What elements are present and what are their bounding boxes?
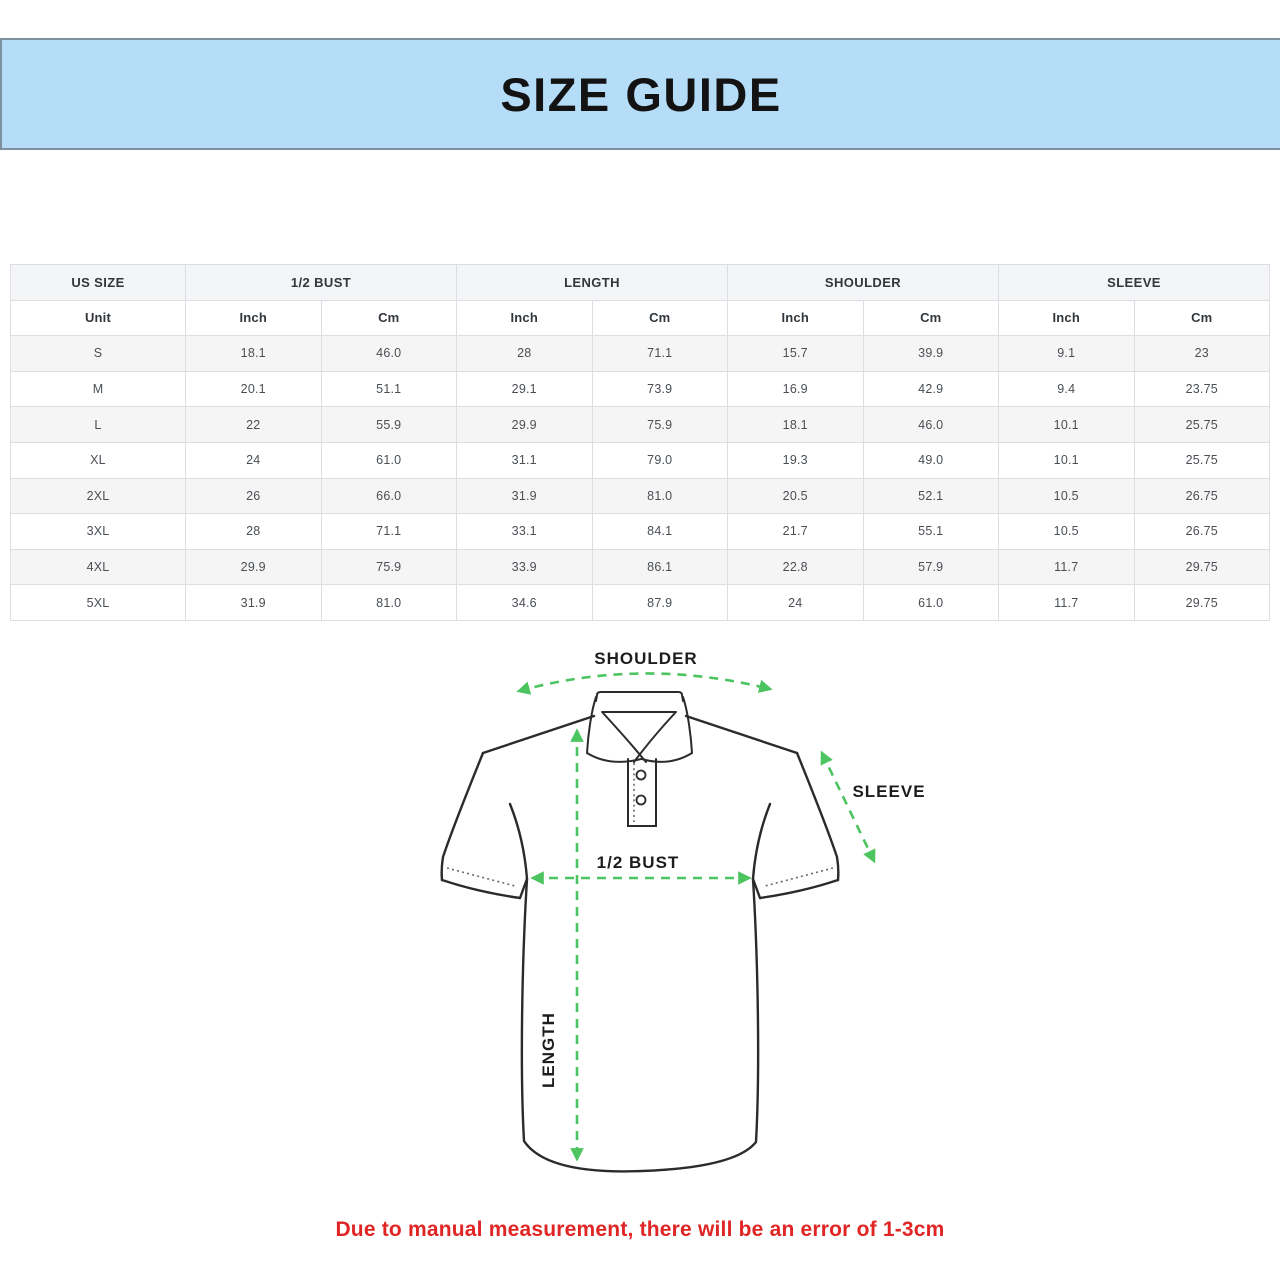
size-cell: M: [11, 371, 186, 407]
measurement-cell: 81.0: [321, 585, 457, 621]
measurement-cell: 10.1: [999, 442, 1135, 478]
unit-header: Inch: [728, 300, 864, 336]
size-cell: S: [11, 336, 186, 372]
table-row: [11, 442, 1270, 478]
measurement-cell: 55.1: [863, 514, 999, 550]
placket: [628, 759, 656, 826]
measurement-cell: 55.9: [321, 407, 457, 443]
table-row: [11, 478, 1270, 514]
measurement-cell: 49.0: [863, 442, 999, 478]
measurement-cell: 15.7: [728, 336, 864, 372]
measurement-cell: 61.0: [863, 585, 999, 621]
measurement-cell: 75.9: [592, 407, 728, 443]
measurement-cell: 79.0: [592, 442, 728, 478]
table-row: [11, 336, 1270, 372]
measurement-cell: 31.1: [457, 442, 593, 478]
unit-header: Inch: [186, 300, 322, 336]
size-cell: 2XL: [11, 478, 186, 514]
measurement-cell: 10.5: [999, 478, 1135, 514]
shoulder-label: SHOULDER: [594, 649, 698, 668]
table-group-header-row: [11, 265, 1270, 301]
measurement-cell: 11.7: [999, 549, 1135, 585]
measurement-cell: 51.1: [321, 371, 457, 407]
table-unit-row: [11, 300, 1270, 336]
bust-label: 1/2 BUST: [596, 853, 680, 872]
banner: [0, 38, 1280, 150]
measurement-cell: 29.75: [1134, 549, 1270, 585]
measurement-cell: 29.75: [1134, 585, 1270, 621]
column-header-length: LENGTH: [457, 265, 728, 301]
measurement-cell: 84.1: [592, 514, 728, 550]
size-cell: 3XL: [11, 514, 186, 550]
measurement-disclaimer: Due to manual measurement, there will be an error of 1-3cm: [335, 1218, 945, 1241]
measurement-cell: 42.9: [863, 371, 999, 407]
polo-shirt-diagram: [370, 640, 940, 1200]
measurement-cell: 9.4: [999, 371, 1135, 407]
measurement-cell: 23: [1134, 336, 1270, 372]
shoulder-arrow: [519, 673, 770, 691]
measurement-cell: 33.1: [457, 514, 593, 550]
measurement-cell: 24: [728, 585, 864, 621]
right-cuff-stitch: [765, 868, 833, 886]
measurement-cell: 86.1: [592, 549, 728, 585]
measurement-cell: 21.7: [728, 514, 864, 550]
left-cuff-stitch: [447, 868, 515, 886]
measurement-cell: 87.9: [592, 585, 728, 621]
unit-header: Inch: [457, 300, 593, 336]
size-cell: L: [11, 407, 186, 443]
size-table-section: [10, 264, 1270, 621]
measurement-cell: 25.75: [1134, 407, 1270, 443]
measurement-cell: 9.1: [999, 336, 1135, 372]
measurement-cell: 31.9: [457, 478, 593, 514]
measurement-cell: 10.5: [999, 514, 1135, 550]
table-body: [11, 336, 1270, 621]
measurement-cell: 24: [186, 442, 322, 478]
measurement-cell: 57.9: [863, 549, 999, 585]
unit-header: Inch: [999, 300, 1135, 336]
measurement-cell: 28: [186, 514, 322, 550]
measurement-cell: 25.75: [1134, 442, 1270, 478]
measurement-cell: 26.75: [1134, 514, 1270, 550]
measurement-cell: 19.3: [728, 442, 864, 478]
table-row: [11, 585, 1270, 621]
measurement-cell: 18.1: [728, 407, 864, 443]
button: [637, 796, 646, 805]
measurement-cell: 29.9: [457, 407, 593, 443]
measurement-cell: 11.7: [999, 585, 1135, 621]
measurement-cell: 28: [457, 336, 593, 372]
measurement-cell: 52.1: [863, 478, 999, 514]
measurement-cell: 71.1: [592, 336, 728, 372]
measurement-cell: 33.9: [457, 549, 593, 585]
measurement-cell: 39.9: [863, 336, 999, 372]
column-header-shoulder: SHOULDER: [728, 265, 999, 301]
measurement-cell: 46.0: [863, 407, 999, 443]
measurement-cell: 26.75: [1134, 478, 1270, 514]
measurement-cell: 75.9: [321, 549, 457, 585]
unit-header: Cm: [1134, 300, 1270, 336]
measurement-cell: 20.5: [728, 478, 864, 514]
measurement-cell: 29.1: [457, 371, 593, 407]
table-row: [11, 407, 1270, 443]
measurement-cell: 81.0: [592, 478, 728, 514]
sleeve-label: SLEEVE: [852, 782, 926, 801]
collar: [587, 692, 692, 762]
unit-header: Unit: [11, 300, 186, 336]
measurement-cell: 71.1: [321, 514, 457, 550]
measurement-cell: 16.9: [728, 371, 864, 407]
measurement-cell: 22.8: [728, 549, 864, 585]
measurement-cell: 61.0: [321, 442, 457, 478]
measurement-cell: 10.1: [999, 407, 1135, 443]
measurement-cell: 73.9: [592, 371, 728, 407]
measurement-cell: 31.9: [186, 585, 322, 621]
measurement-cell: 22: [186, 407, 322, 443]
column-header-sleeve: SLEEVE: [999, 265, 1270, 301]
sleeve-arrow: [822, 753, 874, 861]
measurement-cell: 20.1: [186, 371, 322, 407]
unit-header: Cm: [592, 300, 728, 336]
size-cell: 5XL: [11, 585, 186, 621]
measurement-cell: 29.9: [186, 549, 322, 585]
table-row: [11, 549, 1270, 585]
column-header-half-bust: 1/2 BUST: [186, 265, 457, 301]
size-cell: 4XL: [11, 549, 186, 585]
table-row: [11, 371, 1270, 407]
measurement-cell: 18.1: [186, 336, 322, 372]
unit-header: Cm: [863, 300, 999, 336]
measurement-cell: 34.6: [457, 585, 593, 621]
button: [637, 771, 646, 780]
size-table: [10, 264, 1270, 621]
measurement-diagram: [370, 640, 940, 1200]
measurement-cell: 23.75: [1134, 371, 1270, 407]
page-title: SIZE GUIDE: [500, 67, 782, 121]
polo-shirt-outline: [442, 692, 839, 1171]
measurement-cell: 66.0: [321, 478, 457, 514]
measurement-cell: 46.0: [321, 336, 457, 372]
length-label: LENGTH: [539, 1012, 558, 1088]
column-header-us-size: US SIZE: [11, 265, 186, 301]
size-cell: XL: [11, 442, 186, 478]
table-row: [11, 514, 1270, 550]
unit-header: Cm: [321, 300, 457, 336]
measurement-cell: 26: [186, 478, 322, 514]
